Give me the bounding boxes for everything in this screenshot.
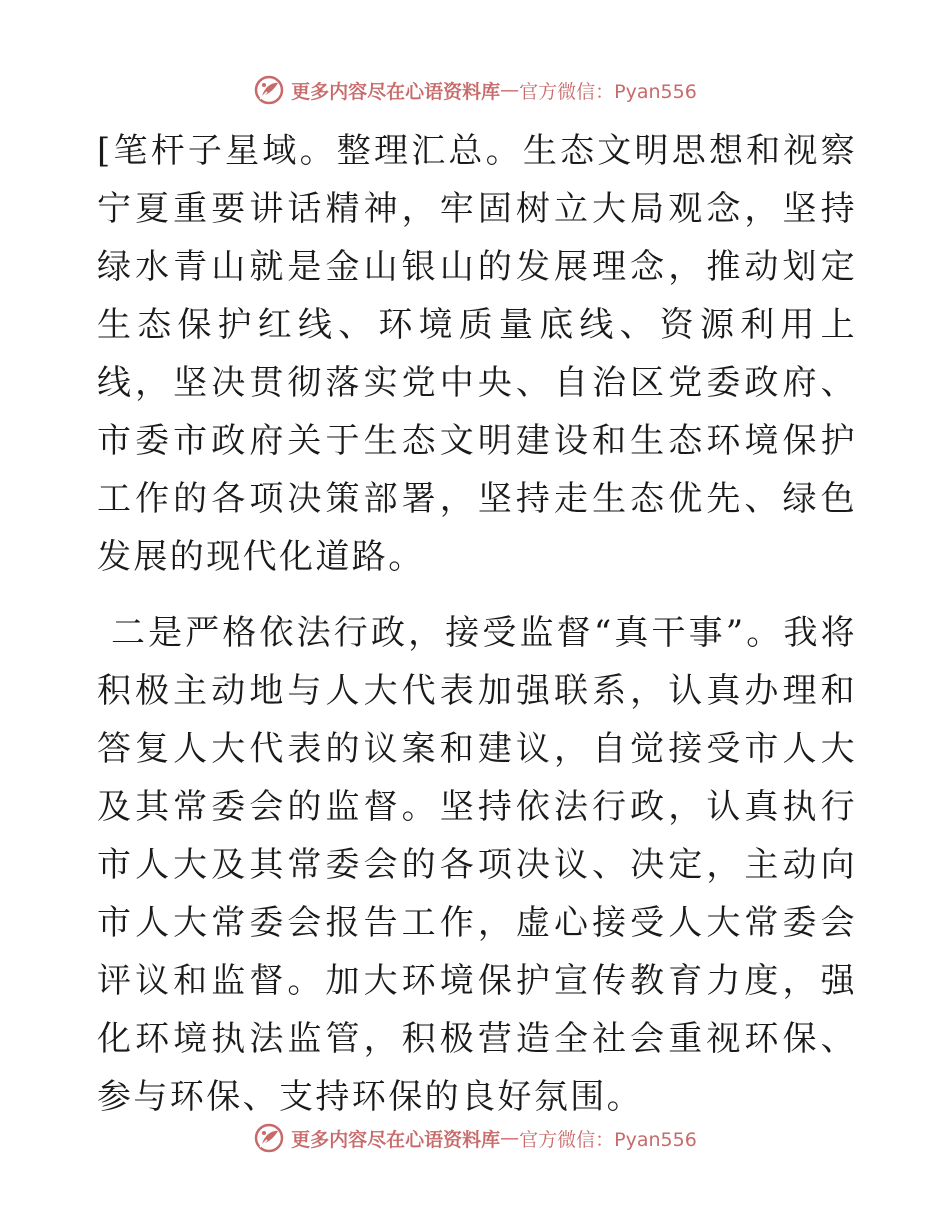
watermark-contact: 官方微信：Pyan556 (519, 1128, 697, 1151)
header-watermark (0, 70, 950, 110)
watermark-title: 更多内容尽在心语资料库 (291, 80, 501, 103)
watermark-contact: 官方微信：Pyan556 (519, 80, 697, 103)
footer-watermark (0, 1118, 950, 1158)
leaf-swirl-logo-icon (253, 74, 285, 106)
watermark-title: 更多内容尽在心语资料库 (291, 1128, 501, 1151)
document-body (97, 122, 857, 1126)
paragraph-2: 二是严格依法行政，接受监督“真干事”。我将积极主动地与人大代表加强联系，认真办理和答复人大代表的议案和建议，自觉接受市人大及其常委会的监督。坚持依法行政，认真执行市人大及其常委会的各项决议、决定，主动向市人大常委会报告工作，虚心接受人大常委会评议和监督。加大环境保护宣传教育力度，强化环境执法监管，积极营造全社会重视环保、参与环保、支持环保的良好氛围。 (97, 613, 857, 1117)
watermark-separator: — (500, 1127, 520, 1149)
leaf-swirl-logo-icon (253, 1122, 285, 1154)
watermark-separator: — (500, 79, 520, 101)
paragraph-1: [笔杆子星域。整理汇总。生态文明思想和视察宁夏重要讲话精神，牢固树立大局观念，坚持绿水青山就是金山银山的发展理念，推动划定生态保护红线、环境质量底线、资源利用上线，坚决贯彻落实党中央、自治区党委政府、市委市政府关于生态文明建设和生态环境保护工作的各项决策部署，坚持走生态优先、绿色发展的现代化道路。 (97, 131, 857, 577)
